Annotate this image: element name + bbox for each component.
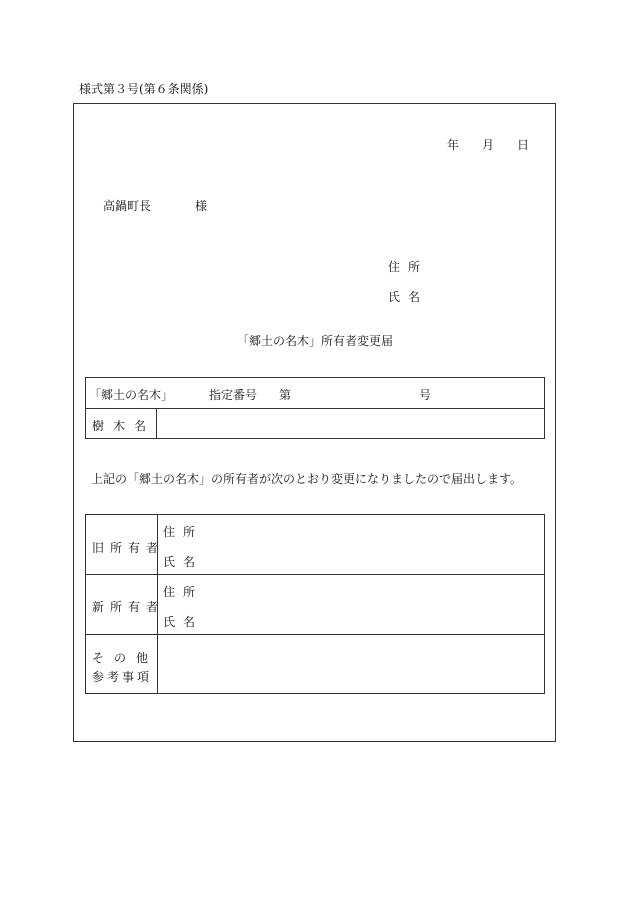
other-notes-field[interactable] xyxy=(159,636,542,691)
other-label-line1: その他 xyxy=(92,651,159,665)
new-owner-name-label: 氏名 xyxy=(163,615,204,629)
document-title: 「郷土の名木」所有者変更届 xyxy=(236,334,393,348)
owner-row-divider xyxy=(86,634,544,635)
applicant-name-label: 氏名 xyxy=(388,290,429,304)
old-owner-name-field[interactable] xyxy=(204,546,542,572)
number-suffix: 号 xyxy=(419,388,432,402)
new-owner-address-field[interactable] xyxy=(204,577,542,603)
date-year-label: 年 xyxy=(447,138,460,152)
designation-label: 指定番号 xyxy=(209,388,258,402)
tree-name-field[interactable] xyxy=(157,409,543,438)
applicant-address-label: 住所 xyxy=(388,260,429,274)
old-owner-name-label: 氏名 xyxy=(163,555,204,569)
addressee-honorific: 様 xyxy=(195,199,208,213)
new-owner-address-label: 住所 xyxy=(163,585,204,599)
number-prefix: 第 xyxy=(279,388,292,402)
tree-label: 「郷土の名木」 xyxy=(89,388,174,402)
old-owner-address-label: 住所 xyxy=(163,525,204,539)
new-owner-label: 新所有者 xyxy=(92,600,165,614)
owner-table xyxy=(85,514,545,694)
form-code: 様式第３号(第６条関係) xyxy=(79,82,209,96)
other-label-line2: 参考事項 xyxy=(92,670,153,684)
date-day-label: 日 xyxy=(517,138,530,152)
new-owner-name-field[interactable] xyxy=(204,606,542,632)
date-line xyxy=(447,136,529,153)
statement-text: 上記の「郷土の名木」の所有者が次のとおり変更になりましたので届出します。 xyxy=(91,472,523,486)
tree-table xyxy=(85,377,545,439)
date-month-label: 月 xyxy=(482,138,495,152)
owner-row-divider xyxy=(86,574,544,575)
addressee-name: 高鍋町長 xyxy=(103,199,152,213)
tree-name-label: 樹木名 xyxy=(92,419,156,433)
old-owner-label: 旧所有者 xyxy=(92,541,165,555)
old-owner-address-field[interactable] xyxy=(204,517,542,543)
